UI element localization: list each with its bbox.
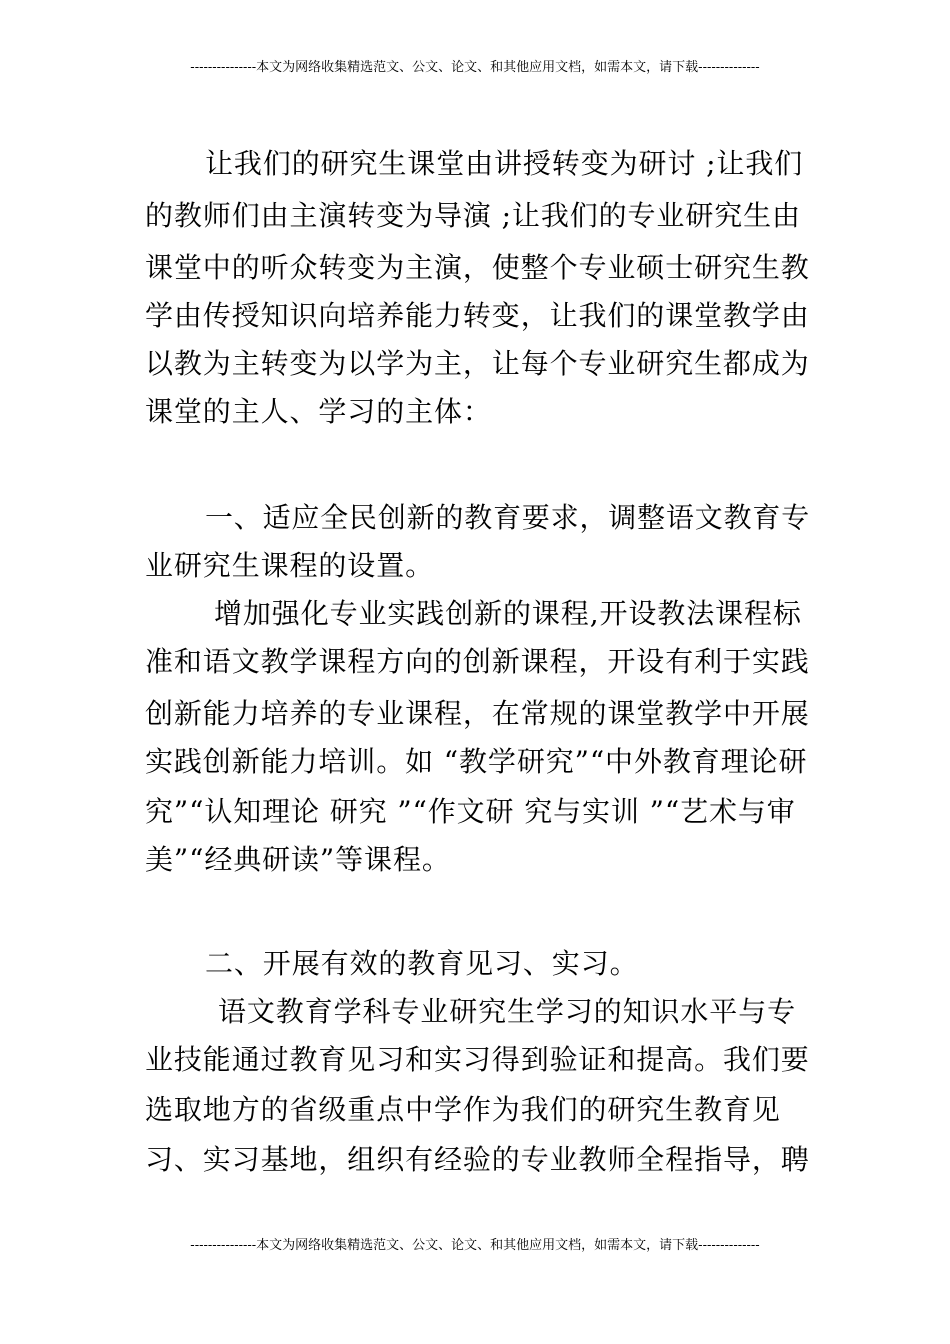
text-line: 习、实习基地，组织有经验的专业教师全程指导，聘 <box>145 1143 810 1176</box>
header-banner: ---------------本文为网络收集精选范文、公文、论文、和其他应用文档，如需本文，请下载-------------- <box>190 60 760 75</box>
text-line: 学由传授知识向培养能力转变，让我们的课堂教学由 <box>145 299 810 332</box>
text-line: 课堂中的听众转变为主演，使整个专业硕士研究生教 <box>145 251 810 284</box>
text-line: 选取地方的省级重点中学作为我们的研究生教育见 <box>145 1093 781 1126</box>
heading-line: 业研究生课程的设置。 <box>145 549 435 582</box>
text-line: 究”“认知理论 研究 ”“作文研 究与实训 ”“艺术与审 <box>145 795 796 828</box>
text-line: 以教为主转变为以学为主，让每个专业研究生都成为 <box>145 347 810 380</box>
text-line: 让我们的研究生课堂由讲授转变为研讨 ;让我们 <box>205 147 804 180</box>
text-line: 语文教育学科专业研究生学习的知识水平与专 <box>218 995 797 1028</box>
heading-line: 二、开展有效的教育见习、实习。 <box>205 947 639 980</box>
text-line: 准和语文教学课程方向的创新课程，开设有利于实践 <box>145 645 810 678</box>
text-line: 美”“经典研读”等课程。 <box>145 843 451 876</box>
text-line: 创新能力培养的专业课程，在常规的课堂教学中开展 <box>145 697 810 730</box>
footer-banner: ---------------本文为网络收集精选范文、公文、论文、和其他应用文档，如需本文，请下载-------------- <box>190 1238 760 1253</box>
text-line: 增加强化专业实践创新的课程,开设教法课程标 <box>214 597 802 630</box>
text-line: 业技能通过教育见习和实习得到验证和提高。我们要 <box>145 1043 810 1076</box>
text-line: 实践创新能力培训。如 “教学研究”“中外教育理论研 <box>145 745 808 778</box>
text-line: 课堂的主人、学习的主体： <box>145 395 492 428</box>
heading-line: 一、适应全民创新的教育要求，调整语文教育专 <box>205 501 811 534</box>
text-line: 的教师们由主演转变为导演 ;让我们的专业研究生由 <box>145 199 801 232</box>
